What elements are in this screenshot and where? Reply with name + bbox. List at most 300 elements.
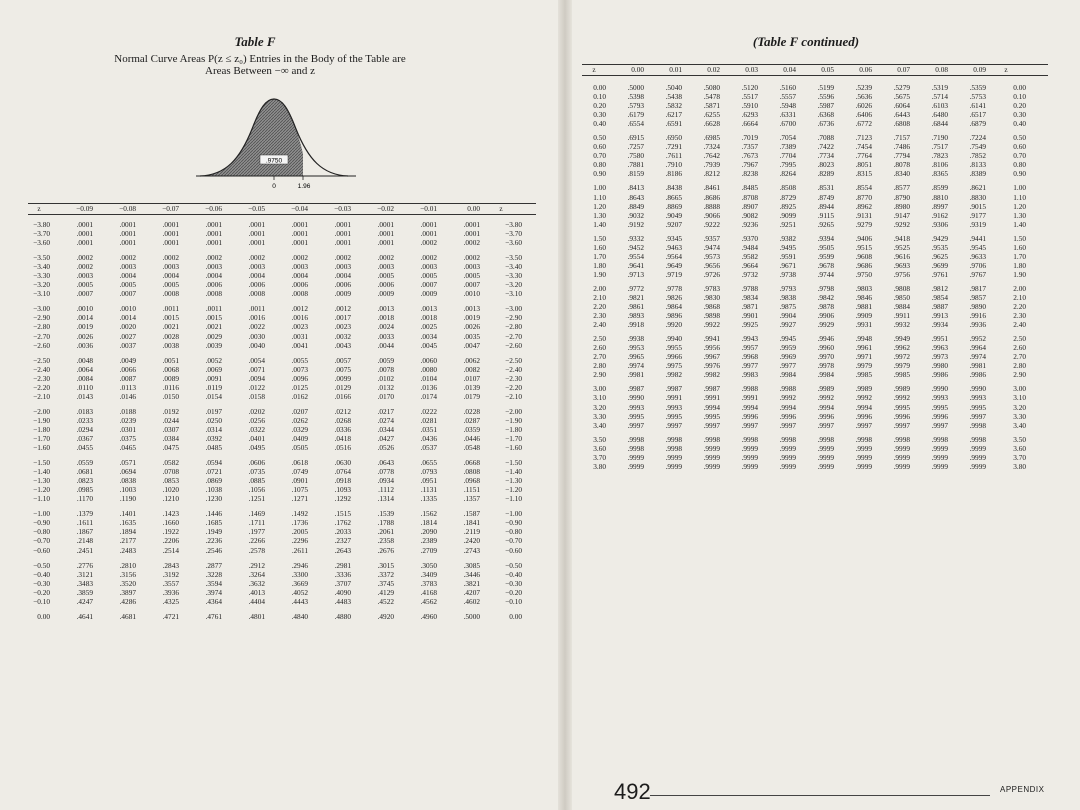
probability-cell: .9992	[779, 393, 796, 403]
probability-cell: .6103	[931, 101, 948, 111]
probability-cell: .9985	[855, 370, 872, 380]
probability-cell: .9975	[665, 361, 682, 371]
probability-cell: .9997	[817, 420, 834, 430]
left-table-title: Table F	[234, 34, 276, 49]
probability-cell: .0096	[291, 373, 308, 383]
table-row	[28, 407, 522, 416]
probability-cell: .0192	[162, 406, 179, 416]
table-row	[582, 311, 1026, 320]
probability-cell: .4641	[76, 611, 93, 621]
z-cell: 1.40	[1013, 219, 1026, 229]
probability-cell: .0071	[248, 364, 265, 374]
probability-cell: .0643	[377, 458, 394, 468]
probability-cell: .9032	[627, 210, 644, 220]
probability-cell: .0146	[119, 391, 136, 401]
probability-cell: .0001	[248, 238, 265, 248]
table-row	[28, 253, 522, 262]
probability-cell: .0322	[248, 424, 265, 434]
probability-cell: .8686	[703, 192, 720, 202]
probability-cell: .9999	[969, 443, 986, 453]
probability-cell: .9756	[893, 269, 910, 279]
probability-cell: .9994	[817, 402, 834, 412]
probability-cell: .9999	[817, 443, 834, 453]
probability-cell: .9998	[665, 434, 682, 444]
probability-cell: .7291	[665, 142, 682, 152]
probability-cell: .0006	[205, 280, 222, 290]
probability-cell: .5199	[817, 83, 834, 92]
probability-cell: .9306	[931, 219, 948, 229]
probability-cell: .9861	[627, 302, 644, 312]
probability-cell: .0668	[463, 458, 480, 468]
table-row	[582, 234, 1026, 243]
z-cell: 0.00	[509, 611, 522, 621]
probability-cell: .9984	[779, 370, 796, 380]
probability-cell: .0495	[248, 443, 265, 453]
z-cell: −2.00	[505, 406, 522, 416]
probability-cell: .6736	[817, 119, 834, 129]
probability-cell: .4286	[119, 596, 136, 606]
z-cell: −2.30	[505, 373, 522, 383]
probability-cell: .9931	[855, 320, 872, 330]
z-cell: −2.70	[33, 331, 50, 341]
probability-cell: .8643	[627, 192, 644, 202]
probability-cell: .8133	[969, 160, 986, 170]
probability-cell: .9706	[969, 260, 986, 270]
probability-cell: .2483	[119, 545, 136, 555]
right-header-row	[582, 64, 1048, 76]
column-header: 0.04	[783, 65, 796, 74]
probability-cell: .9968	[741, 352, 758, 362]
probability-cell: .6950	[665, 133, 682, 143]
column-header: 0.07	[897, 65, 910, 74]
table-row	[28, 229, 522, 238]
probability-cell: .8810	[931, 192, 948, 202]
z-cell: −2.40	[33, 364, 50, 374]
probability-cell: .1190	[119, 494, 136, 504]
table-row	[28, 262, 522, 271]
probability-cell: .9649	[665, 260, 682, 270]
table-row	[28, 289, 522, 298]
table-row	[582, 284, 1026, 293]
column-header: 0.02	[707, 65, 720, 74]
probability-cell: .0294	[76, 424, 93, 434]
probability-cell: .0087	[119, 373, 136, 383]
probability-cell: .9761	[931, 269, 948, 279]
probability-cell: .8665	[665, 192, 682, 202]
probability-cell: .0013	[377, 304, 394, 314]
probability-cell: .0918	[334, 476, 351, 486]
probability-cell: .9265	[817, 219, 834, 229]
probability-cell: .3050	[420, 560, 437, 570]
probability-cell: .0004	[162, 271, 179, 281]
probability-cell: .1038	[205, 485, 222, 495]
probability-cell: .9990	[931, 384, 948, 394]
z-cell: 1.10	[1013, 192, 1026, 202]
z-cell: 3.70	[1013, 452, 1026, 462]
probability-cell: .4364	[205, 596, 222, 606]
probability-cell: .1587	[463, 509, 480, 519]
table-row	[28, 356, 522, 365]
probability-cell: .9871	[741, 302, 758, 312]
z-cell: 0.20	[1013, 101, 1026, 111]
z-cell: 1.00	[593, 183, 606, 193]
table-row	[582, 343, 1026, 352]
probability-cell: .4721	[162, 611, 179, 621]
probability-cell: .9744	[817, 269, 834, 279]
probability-cell: .3669	[291, 578, 308, 588]
table-row	[582, 183, 1026, 192]
probability-cell: .8531	[817, 183, 834, 193]
probability-cell: .0004	[248, 271, 265, 281]
table-row	[28, 476, 522, 485]
probability-cell: .0110	[76, 382, 93, 392]
normal-curve-figure	[196, 84, 356, 190]
probability-cell: .0228	[463, 406, 480, 416]
probability-cell: .0001	[420, 220, 437, 229]
z-cell: 3.20	[1013, 402, 1026, 412]
probability-cell: .9913	[931, 311, 948, 321]
probability-cell: .9977	[779, 361, 796, 371]
probability-cell: .0455	[76, 443, 93, 453]
table-row	[582, 352, 1026, 361]
z-cell: 2.70	[1013, 352, 1026, 362]
probability-cell: .0329	[291, 424, 308, 434]
probability-cell: .6331	[779, 110, 796, 120]
probability-cell: .9999	[741, 452, 758, 462]
probability-cell: .9982	[703, 370, 720, 380]
probability-cell: .5239	[855, 83, 872, 92]
probability-cell: .9978	[817, 361, 834, 371]
probability-cell: .0002	[420, 253, 437, 263]
z-cell: 3.10	[593, 393, 606, 403]
probability-cell: .2611	[291, 545, 308, 555]
probability-cell: .0202	[248, 406, 265, 416]
z-cell: −2.90	[33, 313, 50, 323]
probability-cell: .7157	[893, 133, 910, 143]
table-row	[28, 579, 522, 588]
probability-cell: .8289	[817, 169, 834, 179]
z-cell: −1.10	[33, 494, 50, 504]
probability-cell: .0006	[334, 280, 351, 290]
probability-cell: .9981	[969, 361, 986, 371]
z-cell: 3.80	[593, 461, 606, 471]
probability-cell: .3192	[162, 569, 179, 579]
probability-cell: .1112	[378, 485, 394, 495]
probability-cell: .8708	[741, 192, 758, 202]
probability-cell: .1841	[463, 518, 480, 528]
probability-cell: .9953	[627, 343, 644, 353]
probability-cell: .7967	[741, 160, 758, 170]
probability-cell: .9394	[817, 233, 834, 243]
probability-cell: .4129	[377, 587, 394, 597]
probability-cell: .9726	[703, 269, 720, 279]
probability-cell: .8869	[665, 201, 682, 211]
probability-cell: .6879	[969, 119, 986, 129]
probability-cell: .9970	[817, 352, 834, 362]
probability-cell: .9999	[779, 461, 796, 471]
z-cell: −3.60	[505, 238, 522, 248]
probability-cell: .9993	[969, 393, 986, 403]
probability-cell: .9999	[665, 452, 682, 462]
probability-cell: .0075	[334, 364, 351, 374]
probability-cell: .6217	[665, 110, 682, 120]
probability-cell: .9997	[703, 420, 720, 430]
table-row	[582, 211, 1026, 220]
probability-cell: .9993	[931, 393, 948, 403]
probability-cell: .6808	[893, 119, 910, 129]
probability-cell: .9918	[627, 320, 644, 330]
probability-cell: .9999	[817, 461, 834, 471]
probability-cell: .1210	[162, 494, 179, 504]
probability-cell: .6179	[627, 110, 644, 120]
probability-cell: .2389	[420, 536, 437, 546]
probability-cell: .5000	[463, 611, 480, 621]
probability-cell: .1562	[420, 509, 437, 519]
probability-cell: .0505	[291, 443, 308, 453]
probability-cell: .9999	[741, 443, 758, 453]
probability-cell: .2296	[291, 536, 308, 546]
probability-cell: .1314	[377, 494, 394, 504]
probability-cell: .6591	[665, 119, 682, 129]
probability-cell: .0004	[119, 271, 136, 281]
probability-cell: .0005	[377, 271, 394, 281]
probability-cell: .9993	[627, 402, 644, 412]
probability-cell: .9999	[779, 443, 796, 453]
probability-cell: .7190	[931, 133, 948, 143]
probability-cell: .0003	[162, 262, 179, 272]
probability-cell: .9998	[969, 420, 986, 430]
probability-cell: .0655	[420, 458, 437, 468]
probability-cell: .9995	[931, 402, 948, 412]
probability-cell: .0021	[162, 322, 179, 332]
z-cell: −0.70	[33, 536, 50, 546]
z-cell: 3.60	[1013, 443, 1026, 453]
probability-cell: .9783	[703, 283, 720, 293]
probability-cell: .3336	[334, 569, 351, 579]
probability-cell: .9962	[893, 343, 910, 353]
table-row	[582, 370, 1026, 379]
probability-cell: .0039	[205, 340, 222, 350]
table-row	[28, 443, 522, 452]
probability-cell: .6064	[893, 101, 910, 111]
probability-cell: .0212	[334, 406, 351, 416]
probability-cell: .1685	[205, 518, 222, 528]
table-row	[28, 561, 522, 570]
probability-cell: .9995	[627, 411, 644, 421]
probability-cell: .1788	[377, 518, 394, 528]
left-normal-table	[28, 220, 522, 621]
probability-cell: .7088	[817, 133, 834, 143]
probability-cell: .9772	[627, 283, 644, 293]
probability-cell: .9999	[779, 452, 796, 462]
probability-cell: .0985	[76, 485, 93, 495]
table-row	[28, 332, 522, 341]
probability-cell: .1271	[291, 494, 308, 504]
probability-cell: .9963	[931, 343, 948, 353]
probability-cell: .0853	[162, 476, 179, 486]
probability-cell: .5557	[779, 92, 796, 102]
probability-cell: .0001	[334, 229, 351, 239]
probability-cell: .9115	[817, 210, 834, 220]
probability-cell: .5319	[931, 83, 948, 92]
z-cell: 1.50	[1013, 233, 1026, 243]
probability-cell: .5279	[893, 83, 910, 92]
z-cell: 3.20	[593, 402, 606, 412]
probability-cell: .0001	[463, 220, 480, 229]
probability-cell: .9956	[703, 343, 720, 353]
z-cell: 3.40	[593, 420, 606, 430]
table-row	[582, 83, 1026, 92]
probability-cell: .9699	[931, 260, 948, 270]
probability-cell: .0013	[420, 304, 437, 314]
probability-cell: .0010	[463, 289, 480, 299]
probability-cell: .9842	[817, 292, 834, 302]
probability-cell: .0007	[463, 280, 480, 290]
probability-cell: .9987	[665, 384, 682, 394]
probability-cell: .5359	[969, 83, 986, 92]
z-cell: −3.80	[33, 220, 50, 229]
probability-cell: .0032	[334, 331, 351, 341]
table-row	[582, 119, 1026, 128]
probability-cell: .0465	[119, 443, 136, 453]
probability-cell: .0446	[463, 433, 480, 443]
probability-cell: .9864	[665, 302, 682, 312]
z-cell: −1.90	[505, 415, 522, 425]
probability-cell: .9857	[969, 292, 986, 302]
probability-cell: .2119	[463, 527, 480, 537]
table-row	[28, 374, 522, 383]
probability-cell: .0094	[248, 373, 265, 383]
probability-cell: .9996	[741, 411, 758, 421]
z-cell: 0.70	[1013, 151, 1026, 161]
z-cell: 3.00	[1013, 384, 1026, 394]
probability-cell: .0069	[205, 364, 222, 374]
probability-cell: .9817	[969, 283, 986, 293]
z-cell: 2.00	[593, 283, 606, 293]
probability-cell: .8577	[893, 183, 910, 193]
probability-cell: .9641	[627, 260, 644, 270]
probability-cell: .9983	[741, 370, 758, 380]
probability-cell: .8830	[969, 192, 986, 202]
probability-cell: .8340	[893, 169, 910, 179]
probability-cell: .6293	[741, 110, 758, 120]
probability-cell: .9992	[855, 393, 872, 403]
probability-cell: .9192	[627, 219, 644, 229]
probability-cell: .9936	[969, 320, 986, 330]
probability-cell: .9901	[741, 311, 758, 321]
z-cell: 0.30	[1013, 110, 1026, 120]
probability-cell: .0001	[420, 229, 437, 239]
probability-cell: .3085	[463, 560, 480, 570]
probability-cell: .6554	[627, 119, 644, 129]
probability-cell: .0367	[76, 433, 93, 443]
table-row	[582, 160, 1026, 169]
column-header: −0.05	[248, 204, 265, 213]
probability-cell: .0749	[291, 467, 308, 477]
probability-cell: .5120	[741, 83, 758, 92]
probability-cell: .6443	[893, 110, 910, 120]
probability-cell: .9996	[855, 411, 872, 421]
table-row	[28, 467, 522, 476]
table-row	[582, 421, 1026, 430]
probability-cell: .9948	[855, 334, 872, 344]
probability-cell: .0256	[248, 415, 265, 425]
probability-cell: .0014	[76, 313, 93, 323]
probability-cell: .5438	[665, 92, 682, 102]
probability-cell: .9131	[855, 210, 872, 220]
column-header: −0.01	[420, 204, 437, 213]
z-cell: 1.60	[593, 242, 606, 252]
probability-cell: .3707	[334, 578, 351, 588]
z-cell: 2.60	[593, 343, 606, 353]
probability-cell: .0136	[420, 382, 437, 392]
probability-cell: .0001	[76, 220, 93, 229]
probability-cell: .7454	[855, 142, 872, 152]
probability-cell: .9966	[665, 352, 682, 362]
probability-cell: .0008	[162, 289, 179, 299]
probability-cell: .0516	[334, 443, 351, 453]
probability-cell: .0003	[377, 262, 394, 272]
probability-cell: .4602	[463, 596, 480, 606]
probability-cell: .0351	[420, 424, 437, 434]
table-row	[28, 304, 522, 313]
probability-cell: .9997	[627, 420, 644, 430]
probability-cell: .9941	[703, 334, 720, 344]
z-cell: −2.60	[33, 340, 50, 350]
probability-cell: .4761	[205, 611, 222, 621]
probability-cell: .8078	[893, 160, 910, 170]
table-row	[582, 361, 1026, 370]
probability-cell: .0485	[205, 443, 222, 453]
probability-cell: .0008	[248, 289, 265, 299]
probability-cell: .9996	[817, 411, 834, 421]
probability-cell: .0011	[248, 304, 265, 314]
probability-cell: .0197	[205, 406, 222, 416]
z-cell: −1.20	[505, 485, 522, 495]
probability-cell: .0003	[334, 262, 351, 272]
probability-cell: .0040	[248, 340, 265, 350]
probability-cell: .9969	[779, 352, 796, 362]
table-row	[28, 416, 522, 425]
table-row	[28, 518, 522, 527]
z-cell: 1.70	[593, 251, 606, 261]
probability-cell: .9964	[969, 343, 986, 353]
probability-cell: .9738	[779, 269, 796, 279]
probability-cell: .0002	[334, 253, 351, 263]
z-cell: −1.10	[505, 494, 522, 504]
probability-cell: .7910	[665, 160, 682, 170]
probability-cell: .2061	[377, 527, 394, 537]
z-cell: 1.90	[593, 269, 606, 279]
probability-cell: .0057	[334, 355, 351, 365]
probability-cell: .9994	[855, 402, 872, 412]
probability-cell: .0869	[205, 476, 222, 486]
z-cell: 0.70	[593, 151, 606, 161]
z-cell: 3.60	[593, 443, 606, 453]
probability-cell: .0002	[205, 253, 222, 263]
probability-cell: .9345	[665, 233, 682, 243]
z-cell: −2.40	[505, 364, 522, 374]
probability-cell: .0005	[162, 280, 179, 290]
probability-cell: .2643	[334, 545, 351, 555]
probability-cell: .0038	[162, 340, 179, 350]
probability-cell: .5753	[969, 92, 986, 102]
probability-cell: .9147	[893, 210, 910, 220]
probability-cell: .5948	[779, 101, 796, 111]
z-cell: −2.70	[505, 331, 522, 341]
probability-cell: .9952	[969, 334, 986, 344]
probability-cell: .4247	[76, 596, 93, 606]
